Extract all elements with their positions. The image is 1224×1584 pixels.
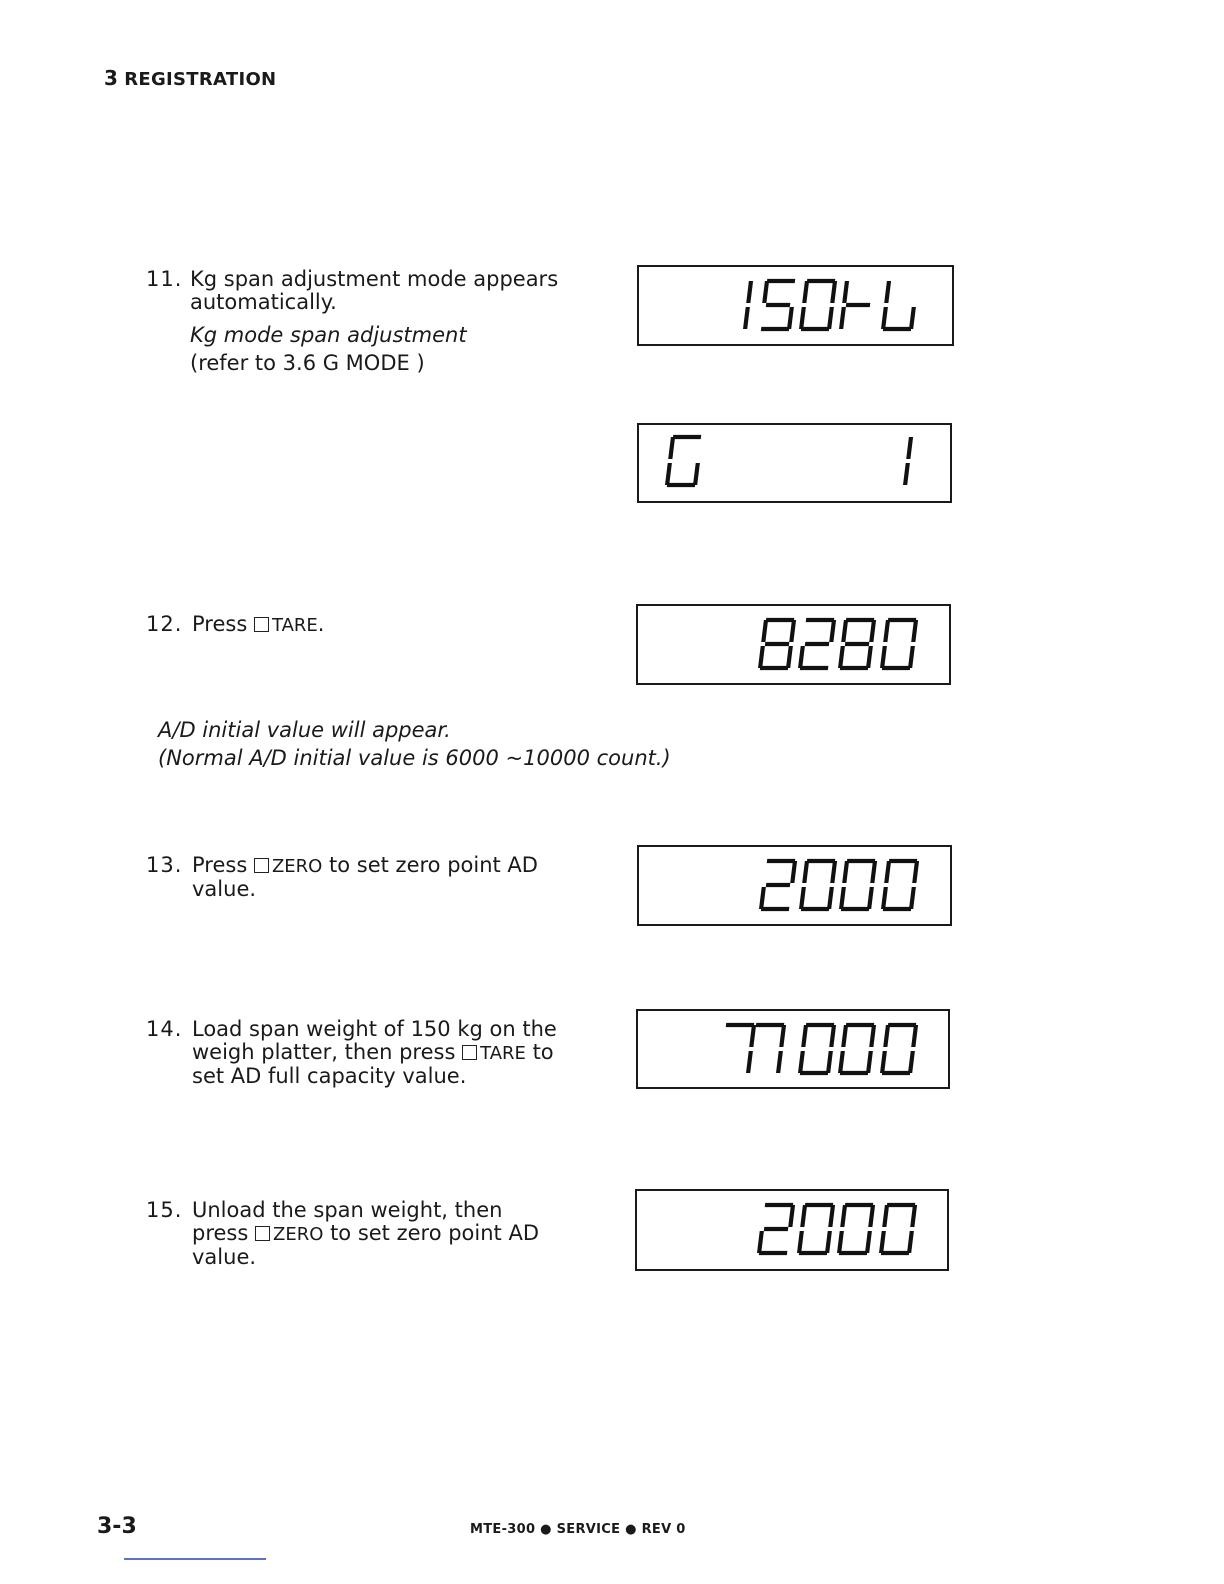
lcd-char-1	[905, 437, 911, 485]
lcd-display-2000-zero	[637, 845, 952, 926]
step-text-line: Kg span adjustment mode appears	[190, 267, 559, 291]
step-number: 11.	[146, 267, 183, 291]
section-number: 3	[104, 66, 119, 90]
step-number: 15.	[146, 1198, 183, 1222]
lcd-char-0	[882, 620, 916, 668]
note-line: (Normal A/D initial value is 6000 ~10000 count.)	[158, 746, 671, 770]
lcd-char-8	[840, 620, 874, 668]
step-italic-note: Kg mode span adjustment	[190, 323, 467, 347]
step-text-line: Load span weight of 150 kg on the	[192, 1017, 557, 1041]
section-title: REGISTRATION	[124, 69, 277, 90]
document-footer: MTE-300 ● SERVICE ● REV 0	[470, 1522, 686, 1537]
lcd-char-0	[883, 861, 917, 909]
key-name: TARE	[271, 615, 318, 636]
step-text: .	[317, 612, 325, 636]
page-number: 3-3	[97, 1514, 137, 1539]
step-text: press	[192, 1221, 249, 1245]
lcd-char-0	[841, 861, 875, 909]
step-text: to set zero point AD	[323, 1221, 539, 1245]
lcd-char-1	[745, 281, 751, 329]
lcd-display-8280	[636, 604, 951, 685]
step-number: 13.	[146, 853, 183, 877]
footer-rule	[124, 1558, 266, 1560]
lcd-digits	[637, 1191, 946, 1268]
lcd-digits	[639, 847, 949, 923]
key-name: TARE	[480, 1043, 526, 1064]
note-line: A/D initial value will appear.	[158, 718, 451, 742]
lcd-digits	[639, 425, 949, 500]
step-text-line: Unload the span weight, then	[192, 1198, 503, 1222]
key-box-icon	[254, 617, 269, 632]
step-text-line: value.	[192, 1245, 257, 1269]
step-reference: (refer to 3.6 G MODE )	[190, 351, 425, 375]
lcd-char-0	[801, 861, 835, 909]
step-text-line: automatically.	[190, 290, 337, 314]
lcd-char-L	[883, 281, 917, 329]
lcd-char-0	[881, 1205, 915, 1253]
lcd-char-H	[841, 281, 873, 329]
step-number: 12.	[146, 612, 183, 636]
key-name: ZERO	[271, 856, 323, 877]
lcd-char-0	[800, 1025, 834, 1073]
lcd-display-77000	[636, 1009, 950, 1089]
lcd-digits	[638, 1011, 947, 1086]
step-text-line: set AD full capacity value.	[192, 1064, 467, 1088]
lcd-display-2000-unload	[635, 1189, 949, 1271]
lcd-char-0	[839, 1205, 873, 1253]
lcd-char-G	[667, 437, 701, 485]
ad-note	[158, 716, 671, 772]
step-text-line: value.	[192, 877, 257, 901]
lcd-char-2	[761, 861, 795, 909]
key-box-icon	[462, 1045, 477, 1060]
key-box-icon	[255, 1226, 270, 1241]
step-number: 14.	[146, 1017, 183, 1041]
step-text: weigh platter, then press	[192, 1040, 456, 1064]
key-box-icon	[254, 858, 269, 873]
lcd-char-0	[801, 281, 835, 329]
step-text: to set zero point AD	[322, 853, 538, 877]
step-text: Press	[192, 612, 248, 636]
lcd-char-5	[761, 281, 795, 329]
lcd-digits	[638, 606, 948, 682]
lcd-char-0	[840, 1025, 874, 1073]
lcd-display-G1	[637, 423, 952, 503]
section-header	[104, 66, 276, 90]
step-text: Press	[192, 853, 248, 877]
key-name: ZERO	[273, 1224, 324, 1245]
lcd-char-2	[800, 620, 834, 668]
lcd-digits	[639, 267, 951, 343]
lcd-char-7	[720, 1025, 754, 1073]
lcd-char-8	[760, 620, 794, 668]
step-text: to	[525, 1040, 554, 1064]
lcd-char-0	[882, 1025, 916, 1073]
lcd-display-150HL	[637, 265, 954, 346]
lcd-char-0	[799, 1205, 833, 1253]
lcd-char-2	[759, 1205, 793, 1253]
